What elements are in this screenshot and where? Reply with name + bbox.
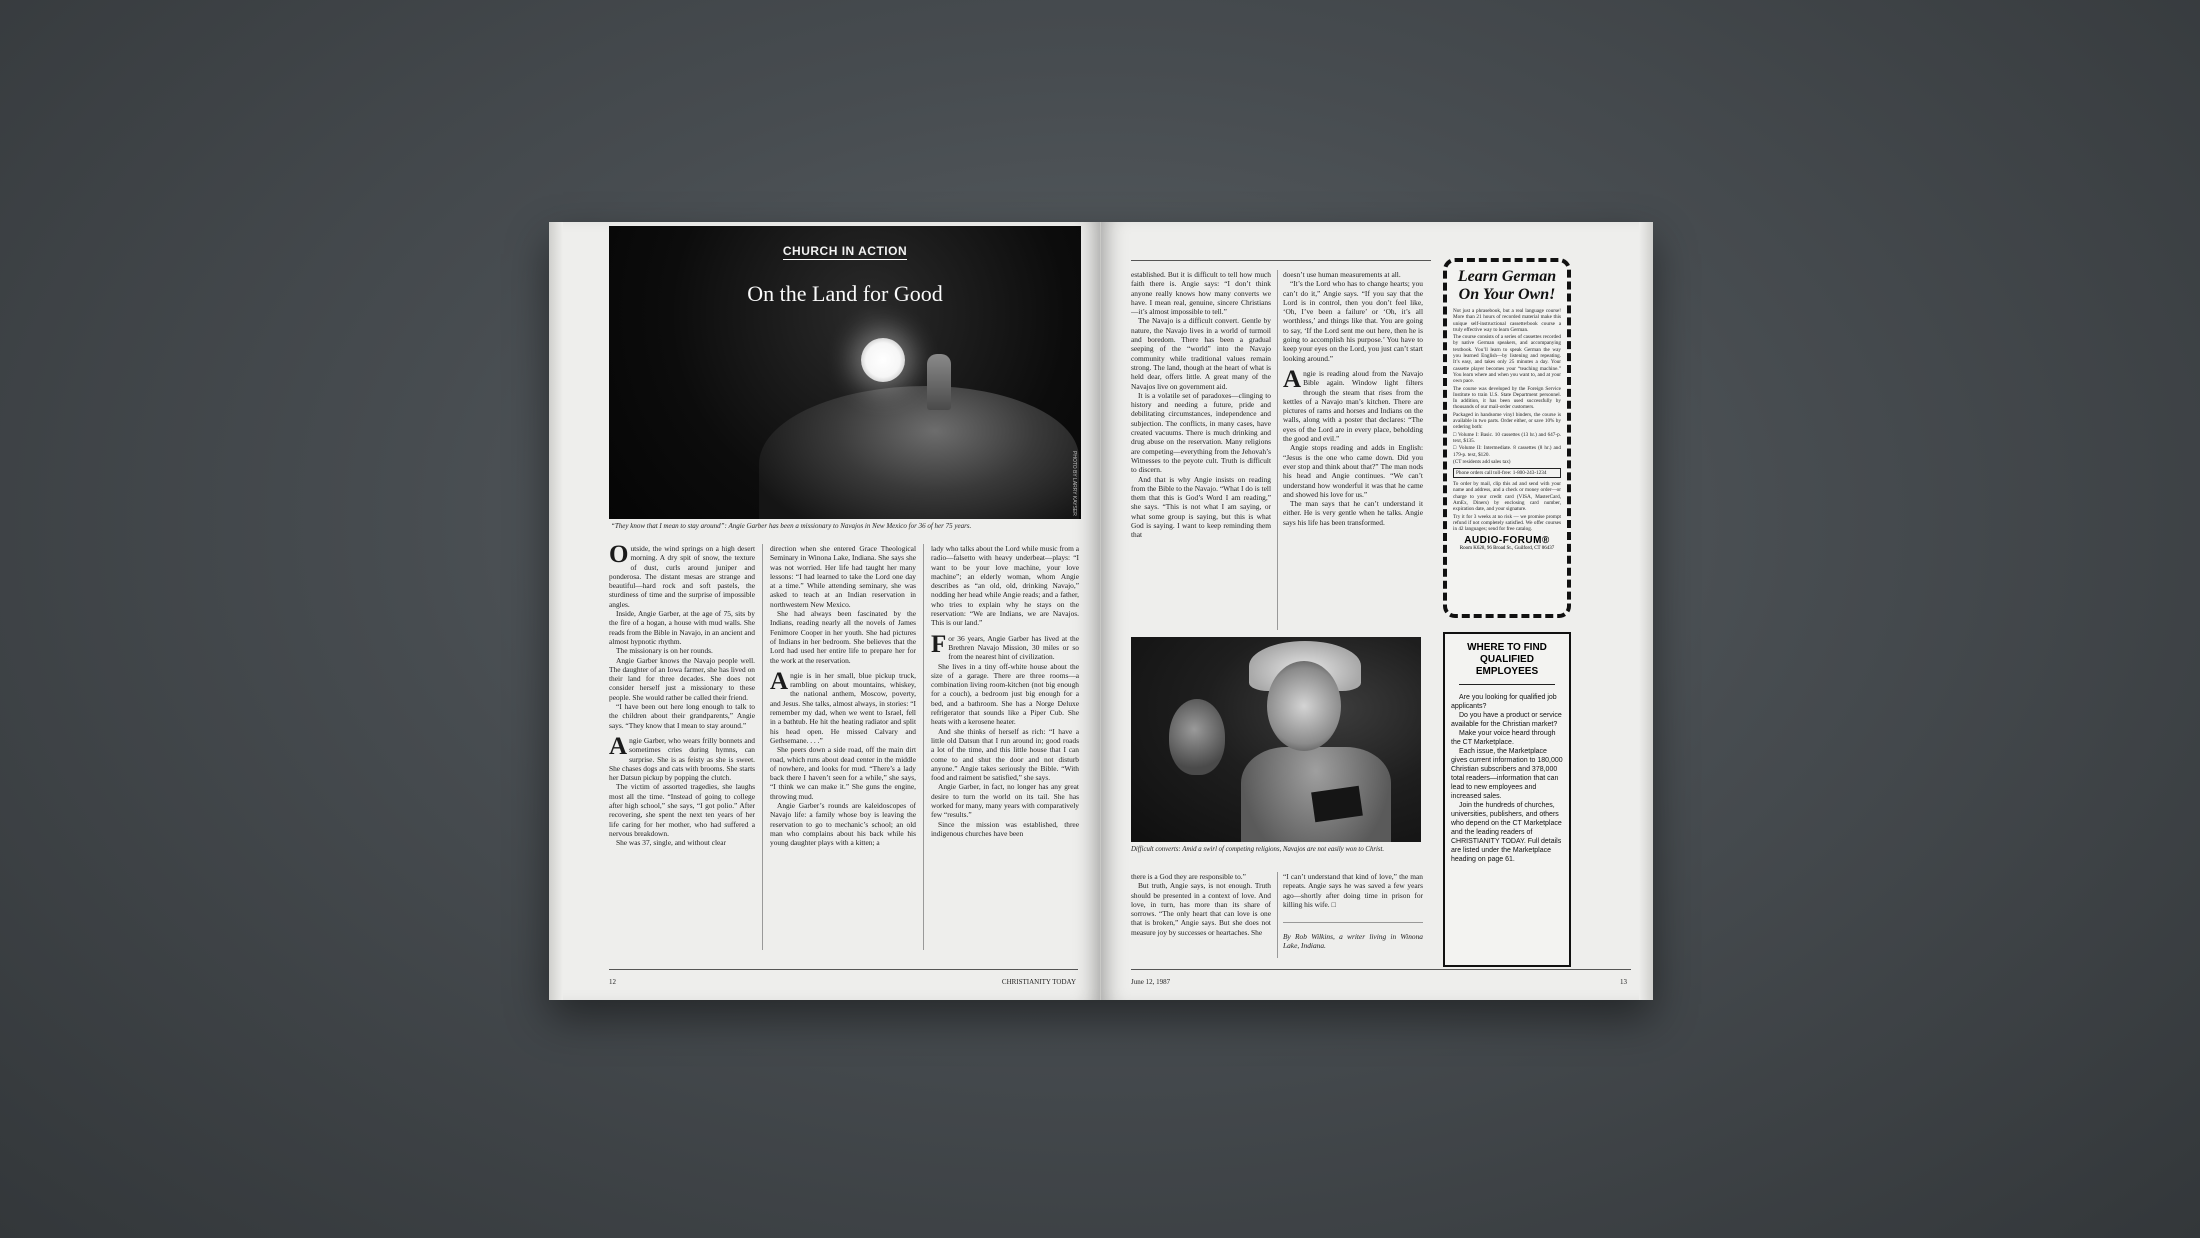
ad-title: Learn German On Your Own! [1457, 268, 1557, 303]
drop-cap: O [609, 544, 629, 568]
paragraph: And that is why Angie insists on reading from the Bible to the Navajo. “What I do is tell them that this is God’s Word I am reading,” she says. “This is not what I am saying, or what some group is saying, but this is what God is saying. I want to keep reminding them that [1131, 474, 1271, 540]
column-rule [923, 544, 924, 950]
hero-caption: “They know that I mean to stay around”: Angie Garber has been a missionary to Navajos in New Mexico for 36 of her 75 years. [611, 522, 972, 530]
paragraph: “I have been out here long enough to talk to the children about their grandparents,” Angie says. “They know that I mean to stay around.” [609, 702, 755, 730]
article-column-2 [1283, 270, 1423, 632]
article-headline: On the Land for Good [747, 281, 943, 306]
market-body: Are you looking for qualified job applicants? Do you have a product or service available for the Christian market? Make your voice heard through the CT Marketplace. Each issue, the Marketplace gives current information to 180,000 Christian subscribers and 378,000 total readers—information that can lead to new employees and increased sales. Join the hundreds of churches, universities, publishers, and others who depend on the CT Marketplace and the leading readers of CHRISTIANITY TODAY. Full details are listed under the Marketplace heading on page 61. [1451, 694, 1563, 863]
article-column-1 [1131, 270, 1271, 632]
paragraph: The victim of assorted tragedies, she laughs most all the time. “Instead of going to college after high school,” she says, “I got polio.” After recovering, she spent the next ten years of her life caring for her mother, who had suffered a nervous breakdown. [609, 782, 755, 838]
paragraph: And she thinks of herself as rich: “I have a little old Datsun that I run around in; good roads a lot of the time, and this little house that I can come to and shut the door and not disturb anyone.” Angie takes seriously the Bible. “With food and raiment be satisfied,” she says. [931, 726, 1079, 783]
paragraph: But truth, Angie says, is not enough. Truth should be presented in a context of love. And love, in turn, has more than its share of sorrows. “The only heart that can love is one that is broken,” Angie says. But she does not measure joy by successes or heartaches. She [1131, 881, 1271, 937]
marketplace-ad[interactable] [1443, 632, 1571, 967]
market-title: WHERE TO FIND QUALIFIED EMPLOYEES [1467, 642, 1547, 677]
issue-date: June 12, 1987 [1131, 978, 1171, 986]
paragraph: Outside, the wind springs on a high desert morning. A dry spit of snow, the texture of dust, curls around juniper and ponderosa. The distant mesas are strange and beautiful—hard rock and soft pastels, the sturdiness of time and the surprise of impossible angles. [609, 544, 755, 609]
paragraph: She peers down a side road, off the main dirt road, which runs about dead center in the middle of nowhere, and looks for mud. “There’s a lady back there I haven’t seen for a while,” she says, “I think we can make it.” She guns the engine, throwing mud. [770, 745, 916, 801]
order-option[interactable]: □ Volume II: Intermediate. 8 cassettes (8 hr.) and 179-p. text, $120. [1453, 445, 1561, 458]
paragraph: The Navajo is a difficult convert. Gentle by nature, the Navajo lives in a world of turmoil and boredom. There has been a gradual seeping of the “world” into the Navajo community while traditional values remain strong. The land, though at the heart of what is held dear, offers little. A great many of the Navajos live on government aid. [1131, 316, 1271, 391]
paragraph: Angie Garber, in fact, no longer has any great desire to turn the world on its tail. She has worked for many, many years with comparatively few “results.” [931, 782, 1079, 820]
paragraph: Angie is in her small, blue pickup truck, rambling on about mountains, whiskey, the national anthem, Moscow, poverty, and Jesus. She talks, almost always, in stories: “I remember my dad, when we went to Israel, fell in a bathtub. He hit the heating radiator and split his head open. He missed Calvary and Gethsemane. . . .” [770, 667, 916, 745]
page-number: 13 [1620, 978, 1627, 986]
paragraph: direction when she entered Grace Theological Seminary in Winona Lake, Indiana. She says she was not worried. Her life had taught her many lessons: “I had learned to take the Lord one day at a time.” While attending seminary, she was asked to teach at an Indian reservation in northwestern New Mexico. [770, 544, 916, 609]
magazine-title: CHRISTIANITY TODAY [1001, 978, 1076, 986]
right-page [1101, 222, 1653, 1000]
paragraph: The missionary is on her rounds. [616, 646, 713, 656]
drop-cap: A [770, 667, 789, 695]
ad-address: Room K628, 96 Broad St., Guilford, CT 06437 [1459, 545, 1555, 551]
moon [861, 338, 905, 382]
folio-rule [609, 969, 1078, 970]
paragraph: doesn’t use human measurements at all. [1283, 270, 1401, 279]
paragraph: It is a volatile set of paradoxes—clinging to history and needing a future, pride and debilitating circumstances, independence and subjection. The conflicts, in many cases, have created vacuums. There is much drinking and drug abuse on the reservation. Many religions are competing—everything from the Jehovah’s Witnesses to the peyote cult. Truth is difficult to discern. [1131, 390, 1271, 475]
paragraph: Angie Garber’s rounds are kaleidoscopes of Navajo life: a family whose boy is leaving the reservation to go to mechanic’s school; an old man who complains about his back while his young daughter plays with a kitten; a [770, 801, 916, 848]
article-column-3 [1131, 872, 1271, 960]
article-column-1 [609, 544, 755, 954]
byline-rule [1283, 922, 1423, 923]
market-rule [1459, 684, 1555, 685]
section-kicker: CHURCH IN ACTION [782, 244, 908, 258]
phone-box: Phone orders call toll-free: 1-800-243-1234 [1453, 468, 1561, 478]
ad-body: Not just a phrasebook, but a real language course! More than 21 hours of recorded material make this unique self-instructional cassette/book course a truly effective way to learn German. The course consists of a series of cassettes recorded by native German speakers, and accompanying textbook. You’ll learn to speak German the way you learned English—by listening and repeating. It’s easy, and takes only 25 minutes a day. Your cassette player becomes your “teaching machine.” You learn where and when you want to, and at your own pace. The course was developed by the Foreign Service Institute to train U.S. State Department personnel. In addition, it has been used successfully by thousands of our mail-order customers. Packaged in handsome vinyl binders, the course is available in two parts. Order either, or save 10% by ordering both: □ Volume I: Basic. 10 cassettes (13 hr.) and 647-p. text, $135. □ Volume II: Intermediate. 8 cassettes (8 hr.) and 179-p. text, $120. (CT residents add sales tax) Phone orders call toll-free: 1-800-243-1234 To order by mail, clip this ad and send with your name and address, and a check or money order—or charge to your credit card (VISA, MasterCard, AmEx, Diners) by enclosing card number, expiration date, and your signature. Try it for 3 weeks at no risk — we promise prompt refund if not completely satisfied. We offer courses in 42 languages; send for free catalog. [1453, 308, 1561, 533]
woman-face [1267, 661, 1341, 751]
page-number: 12 [609, 978, 616, 986]
paragraph: Angie Garber, who wears frilly bonnets and sometimes cries during hymns, can surprise. She is as feisty as she is sweet. She chases dogs and cats with brooms. She starts her Datsun pickup by popping the clutch. [609, 732, 755, 783]
photo-credit: PHOTO BY LARRY KAYSER [1071, 451, 1077, 516]
drop-cap: F [931, 630, 947, 658]
audio-forum-logo: AUDIO-FORUM® [1464, 534, 1550, 546]
left-page [549, 222, 1101, 1000]
hero-photo [609, 226, 1081, 519]
paragraph: She was 37, single, and without clear [616, 838, 727, 848]
column-rule [1277, 872, 1278, 958]
person-figure [927, 354, 951, 410]
paragraph: The man says that he can’t understand it either. He is very gentle when he talks. Angie says his life has been transformed. [1283, 499, 1423, 527]
article-column-2 [770, 544, 916, 954]
paragraph: She lives in a tiny off-white house about the size of a garage. There are three rooms—a combination living room-kitchen (not big enough for a couch), a bedroom just big enough for a bed, and a bathroom. She has a Norge Deluxe refrigerator that sounds like a Piper Cub. She heats with a kerosene heater. [931, 661, 1079, 727]
article-photo [1131, 637, 1421, 842]
paragraph: established. But it is difficult to tell how much faith there is. Angie says: “I don’t think anyone really knows how many converts we have. I mean real, genuine, sincere Christians—it’s almost impossible to tell.” [1131, 270, 1271, 317]
paragraph: “I can’t understand that kind of love,” the man repeats. Angie says he was saved a few years ago—shortly after doing time in prison for killing his wife. □ [1283, 872, 1423, 909]
top-rule [1131, 260, 1431, 261]
order-option[interactable]: □ Volume I: Basic. 10 cassettes (13 hr.) and 647-p. text, $135. [1453, 431, 1561, 444]
magazine-spread [549, 222, 1653, 1000]
paragraph: For 36 years, Angie Garber has lived at the Brethren Navajo Mission, 30 miles or so from the nearest hint of civilization. [931, 630, 1079, 662]
photo-caption: Difficult converts: Amid a swirl of competing religions, Navajos are not easily won to Christ. [1131, 846, 1385, 853]
paragraph: there is a God they are responsible to.” [1131, 872, 1246, 881]
paragraph: Angie stops reading and adds in English: “Jesus is the one who came down. Did you ever stop and think about that?” The man nods his head and Angie continues. “We can’t understand how wonderful it was that he came and showed his love for us.” [1283, 443, 1423, 499]
learn-german-ad[interactable] [1443, 258, 1571, 618]
rock-silhouette [759, 386, 1079, 519]
column-rule [762, 544, 763, 950]
drop-cap: A [1283, 365, 1302, 393]
article-column-3 [931, 544, 1079, 954]
paragraph: lady who talks about the Lord while music from a radio—falsetto with heavy underbeat—plays: “I want to be your love machine, your love machine”; an elderly woman, whom Angie describes as “an old, old, drinking Navajo,” nodding her head while Angie reads; and a father, who tries to explain why he stays on the reservation: “We are Indians, we are Navajos. This is our land.” [931, 544, 1079, 628]
paragraph: Angie Garber knows the Navajo people well. The daughter of an Iowa farmer, she has lived on their land for three decades. She does not consider herself just a missionary to these people. She would rather be called their friend. [609, 655, 755, 702]
article-column-4 [1283, 872, 1423, 920]
paragraph: Angie is reading aloud from the Navajo Bible again. Window light filters through the steam that rises from the kettles of a Navajo man’s kitchen. There are pictures of rams and horses and Indians on the walls, along with a poster that declares: “The eyes of the Lord are in every place, beholding the good and evil.” [1283, 365, 1423, 444]
paragraph: “It’s the Lord who has to change hearts; you can’t do it,” Angie says. “If you say that the Lord is in control, then you don’t feel like, ‘Oh, I’ve been a failure’ or ‘Oh, it’s all worthless,’ and things like that. You are going to say, ‘If the Lord sent me out here, then he is going to accomplish his purpose.’ You have to keep your eyes on the Lord, you just can’t start looking around.” [1283, 279, 1423, 363]
byline: By Rob Wilkins, a writer living in Winona Lake, Indiana. [1283, 932, 1423, 951]
paragraph: Since the mission was established, three indigenous churches have been [931, 819, 1079, 838]
folio-rule [1131, 969, 1631, 970]
column-rule [1277, 270, 1278, 630]
drop-cap: A [609, 732, 628, 760]
man-face [1169, 699, 1225, 775]
paragraph: She had always been fascinated by the Indians, reading nearly all the novels of James Fenimore Cooper in her youth. She had pictures of Indians in her bedroom. She believes that the Lord had used her entire life to prepare her for the work at the reservation. [770, 609, 916, 665]
paragraph: Inside, Angie Garber, at the age of 75, sits by the fire of a hogan, a house with mud walls. She reads from the Bible in Navajo, in an ancient and almost hypnotic rhythm. [609, 609, 755, 646]
